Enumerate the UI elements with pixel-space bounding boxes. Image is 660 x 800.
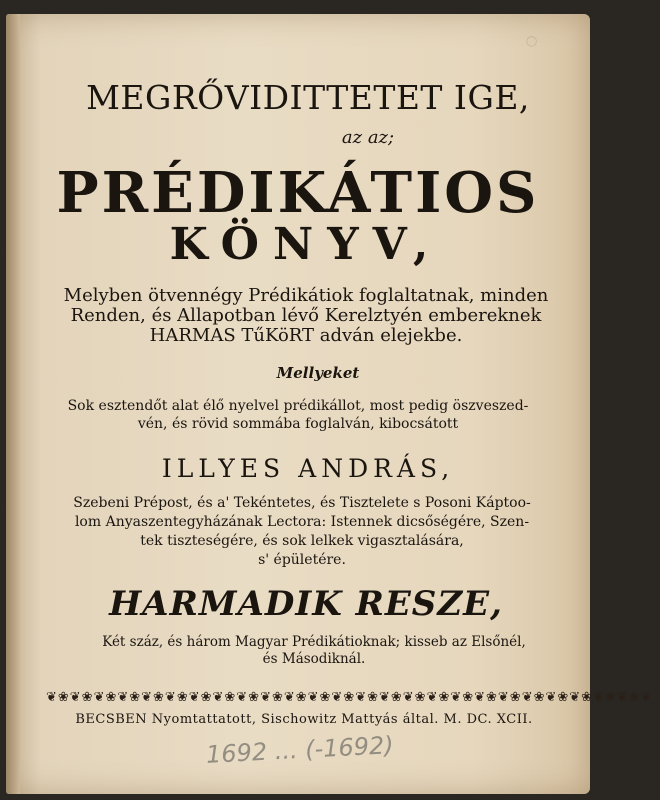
title-line-1: MEGRŐVIDITTETET IGE,: [86, 78, 530, 117]
library-stamp: ◯: [526, 36, 538, 47]
title-page: [6, 14, 653, 794]
parts-line-1: Két száz, és három Magyar Prédikátioknak; kisseb az Elsőnél,: [102, 634, 526, 650]
sok-line-2: vén, és rövid sommába foglalván, kibocsátott: [137, 416, 459, 432]
author-name: ILLYES ANDRÁS,: [161, 454, 455, 483]
parts-line-2: és Másodiknál.: [262, 651, 366, 667]
author-offices: [10, 494, 594, 570]
sok-line-1: Sok esztendőt alat élő nyelvel prédikállot, most pedig öszveszed-: [67, 398, 529, 414]
offices-line-3: tek tiszteségére, és sok lelkek vigasztalására,: [140, 533, 464, 549]
title-line-4: KÖNYV,: [169, 219, 443, 270]
lead-line-1: Melyben ötvennégy Prédikátiok foglaltatnak, minden: [63, 285, 549, 306]
mellyeket-label: Mellyeket: [276, 364, 360, 382]
offices-line-4: s' épületére.: [258, 552, 346, 568]
part-description: [22, 634, 606, 668]
title-line-3: PRÉDIKÁTIOS: [56, 160, 540, 226]
lead-paragraph: [14, 286, 598, 346]
lead-line-3: HARMAS TűKöRT adván elejekbe.: [149, 325, 463, 346]
handwritten-note: 1692 ... (-1692): [205, 731, 395, 769]
imprint-line: BECSBEN Nyomtattatott, Sischowitz Mattyás által. M. DC. XCII.: [75, 712, 533, 727]
offices-line-2: lom Anyaszentegyházának Lectora: Istennek dicsőségére, Szen-: [74, 514, 530, 530]
lead-line-2: Renden, és Allapotban lévő Kerelztyén embereknek: [70, 305, 542, 326]
ornamental-border: ❦❀❦❀❦❀❦❀❦❀❦❀❦❀❦❀❦❀❦❀❦❀❦❀❦❀❦❀❦❀❦❀❦❀❦❀❦❀❦❀❦❀❦❀❦❀❦❀❦❀❦: [46, 690, 653, 705]
preaching-paragraph: [6, 397, 590, 433]
part-title: HARMADIK RESZE,: [109, 584, 503, 624]
title-line-2: az az;: [341, 127, 395, 148]
offices-line-1: Szebeni Prépost, és a' Tekéntetes, és Tisztelete s Posoni Káptoo-: [73, 495, 531, 511]
